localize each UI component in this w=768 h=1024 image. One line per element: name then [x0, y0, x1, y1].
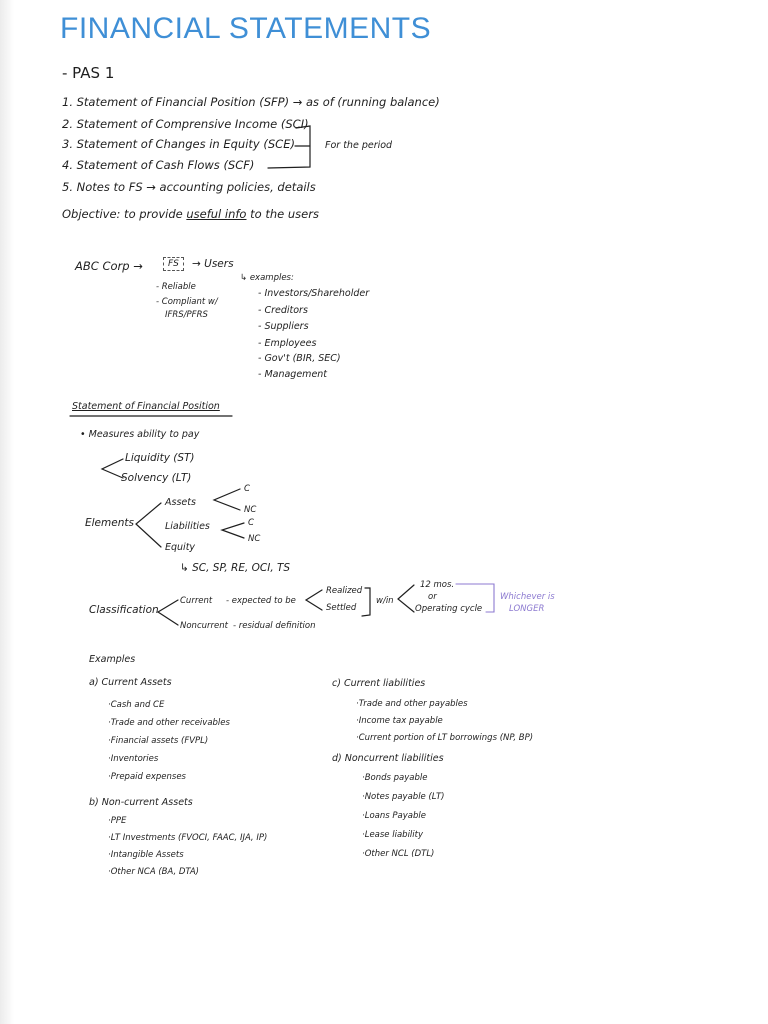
examples-d-title: d) Noncurrent liabilities — [332, 753, 444, 764]
fs-note-ifrs: IFRS/PFRS — [165, 310, 208, 320]
example-b-item-2: ·LT Investments (FVOCI, FAAC, IJA, IP) — [108, 833, 268, 843]
sfp-heading: Statement of Financial Position — [72, 401, 220, 412]
example-c-item-1: ·Trade and other payables — [356, 699, 468, 709]
objective-line — [62, 207, 319, 221]
liquidity-chevron — [102, 459, 123, 478]
classification-expected: - expected to be — [226, 596, 296, 606]
page-title: FINANCIAL STATEMENTS — [60, 12, 432, 45]
classification-noncurrent: Noncurrent — [180, 621, 228, 631]
classification-settled: Settled — [326, 603, 357, 613]
list-item-4: 4. Statement of Cash Flows (SCF) — [62, 158, 255, 172]
elements-chevron — [136, 503, 161, 547]
classification-label: Classification — [89, 604, 159, 616]
liabilities-current: C — [248, 518, 254, 528]
element-equity: Equity — [165, 542, 196, 553]
classification-within: w/in — [376, 596, 394, 606]
realized-bracket — [362, 588, 370, 616]
list-item-5: 5. Notes to FS → accounting policies, details — [62, 180, 316, 194]
fs-note-compliant: - Compliant w/ — [156, 297, 218, 307]
user-suppliers: - Suppliers — [258, 321, 309, 332]
user-investors: - Investors/Shareholder — [258, 288, 370, 299]
sfp-solvency: Solvency (LT) — [121, 472, 192, 484]
examples-b-title: b) Non-current Assets — [89, 797, 193, 808]
pas-label: - PAS 1 — [62, 64, 115, 82]
objective-suffix: to the users — [246, 207, 319, 221]
elements-label: Elements — [85, 517, 134, 529]
example-c-item-3: ·Current portion of LT borrowings (NP, BP) — [356, 733, 534, 743]
classification-realized: Realized — [326, 586, 363, 596]
example-a-item-3: ·Financial assets (FVPL) — [108, 736, 209, 746]
assets-noncurrent: NC — [244, 505, 257, 515]
sfp-measures: • Measures ability to pay — [80, 429, 200, 440]
examples-heading: Examples — [89, 654, 136, 665]
classification-or: or — [428, 592, 437, 602]
example-a-item-5: ·Prepaid expenses — [108, 772, 186, 782]
example-b-item-4: ·Other NCA (BA, DTA) — [108, 867, 199, 877]
examples-label: ↳ examples: — [240, 273, 294, 283]
page-edge — [0, 0, 14, 1024]
objective-useful-info: useful info — [186, 207, 247, 221]
example-d-item-2: ·Notes payable (LT) — [362, 792, 445, 802]
for-period-label: For the period — [325, 140, 393, 151]
example-d-item-3: ·Loans Payable — [362, 811, 426, 821]
assets-chevron — [214, 489, 240, 510]
fs-box: FS — [163, 257, 184, 271]
user-creditors: - Creditors — [258, 305, 308, 316]
classification-12-months: 12 mos. — [420, 580, 455, 590]
classification-operating-cycle: Operating cycle — [415, 604, 483, 614]
whichever-longer: LONGER — [509, 604, 545, 614]
objective-prefix: Objective: to provide — [62, 207, 187, 221]
example-d-item-1: ·Bonds payable — [362, 773, 428, 783]
examples-a-title: a) Current Assets — [89, 677, 172, 688]
list-item-2: 2. Statement of Comprensive Income (SCI) — [62, 117, 309, 131]
whichever-label: Whichever is — [500, 592, 555, 602]
list-item-3: 3. Statement of Changes in Equity (SCE) — [62, 137, 295, 151]
example-d-item-4: ·Lease liability — [362, 830, 424, 840]
equity-items: ↳ SC, SP, RE, OCI, TS — [180, 562, 291, 574]
examples-c-title: c) Current liabilities — [332, 678, 426, 689]
example-c-item-2: ·Income tax payable — [356, 716, 443, 726]
realized-chevron — [306, 590, 322, 610]
assets-current: C — [244, 484, 250, 494]
example-d-item-5: ·Other NCL (DTL) — [362, 849, 435, 859]
classification-current: Current — [180, 596, 213, 606]
element-assets: Assets — [165, 497, 196, 508]
within-chevron — [398, 585, 414, 612]
liabilities-noncurrent: NC — [248, 534, 261, 544]
example-a-item-4: ·Inventories — [108, 754, 159, 764]
example-a-item-2: ·Trade and other receivables — [108, 718, 230, 728]
liabilities-chevron — [222, 523, 244, 538]
example-a-item-1: ·Cash and CE — [108, 700, 165, 710]
example-b-item-3: ·Intangible Assets — [108, 850, 184, 860]
user-management: - Management — [258, 369, 328, 380]
sfp-liquidity: Liquidity (ST) — [125, 452, 195, 464]
fs-note-reliable: - Reliable — [156, 282, 196, 292]
classification-chevron — [158, 600, 178, 625]
users-arrow-label: → Users — [192, 258, 234, 270]
abc-corp-label: ABC Corp → — [75, 259, 143, 273]
classification-residual: - residual definition — [233, 621, 316, 631]
list-item-1: 1. Statement of Financial Position (SFP) → as of (running balance) — [62, 95, 440, 109]
user-employees: - Employees — [258, 338, 317, 349]
user-government: - Gov't (BIR, SEC) — [258, 353, 341, 364]
example-b-item-1: ·PPE — [108, 816, 127, 826]
element-liabilities: Liabilities — [165, 521, 210, 532]
